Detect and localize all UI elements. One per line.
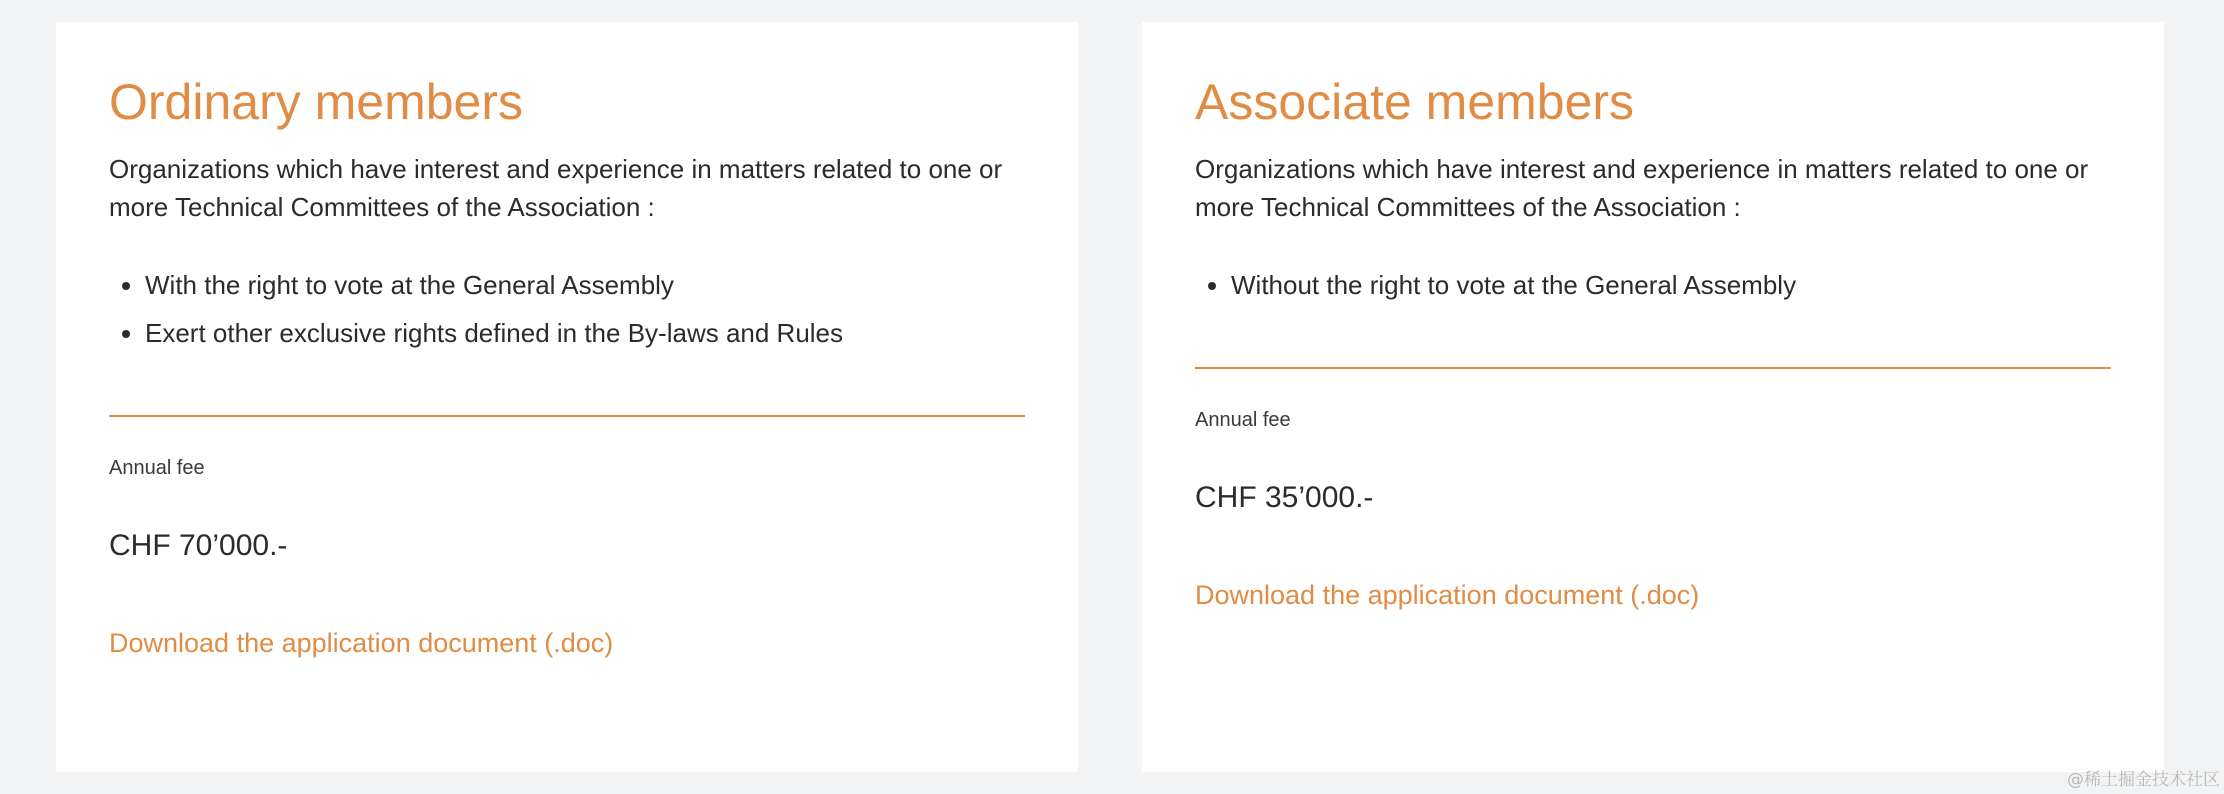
download-application-link[interactable]: Download the application document (.doc) bbox=[109, 628, 614, 658]
fee-amount: CHF 70’000.- bbox=[109, 529, 288, 562]
benefit-item: • Without the right to vote at the General Assembly bbox=[1231, 266, 1796, 304]
download-application-link[interactable]: Download the application document (.doc) bbox=[1195, 580, 1700, 610]
benefit-item: • Exert other exclusive rights defined in the By-laws and Rules bbox=[145, 314, 843, 352]
benefit-item: • With the right to vote at the General Assembly bbox=[145, 266, 843, 304]
card-description: Organizations which have interest and experience in matters related to one or more Technical Committees of the Association : bbox=[109, 154, 1003, 222]
benefits-list bbox=[109, 266, 843, 362]
ordinary-members-card bbox=[56, 22, 1078, 772]
divider bbox=[109, 415, 1025, 417]
associate-members-card bbox=[1142, 22, 2164, 772]
divider bbox=[1195, 367, 2111, 369]
watermark: @稀土掘金技术社区 bbox=[2067, 770, 2220, 790]
fee-label: Annual fee bbox=[1195, 409, 1291, 431]
fee-amount: CHF 35’000.- bbox=[1195, 481, 1374, 514]
card-description: Organizations which have interest and experience in matters related to one or more Technical Committees of the Association : bbox=[1195, 154, 2089, 222]
card-title: Ordinary members bbox=[109, 74, 523, 130]
benefits-list bbox=[1195, 266, 1796, 314]
fee-label: Annual fee bbox=[109, 457, 205, 479]
card-title: Associate members bbox=[1195, 74, 1635, 130]
